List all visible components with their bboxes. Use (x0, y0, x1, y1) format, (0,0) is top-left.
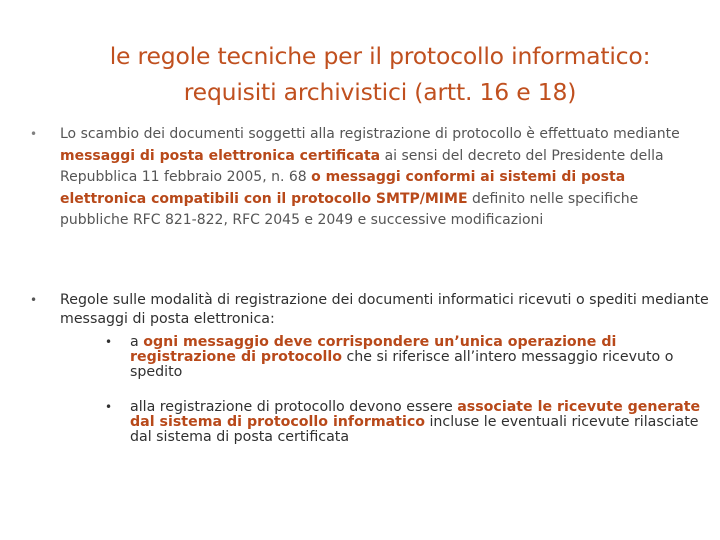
slide-title-line-1: le regole tecniche per il protocollo informatico: (109, 42, 651, 70)
bullet-text (60, 124, 710, 232)
bullet-icon: • (30, 293, 38, 307)
slide-title (40, 38, 720, 110)
bullet-text: Regole sulle modalità di registrazione dei documenti informatici ricevuti o spediti mediante messaggi di posta elettronica: (60, 292, 709, 327)
bullet-icon: • (105, 400, 113, 414)
text-run: ai sensi del decreto del Presidente della Repubblica 11 febbraio 2005, n. 68 (60, 147, 664, 185)
highlight-operazione-unica: ogni messaggio deve corrispondere un’unica operazione di registrazione di protocollo (130, 334, 617, 366)
sub-bullet-item-ricevute (105, 399, 710, 446)
slide-title-line-2: requisiti archivistici (artt. 16 e 18) (183, 78, 577, 106)
text-run: Lo scambio dei documenti soggetti alla registrazione di protocollo è effettuato mediante (60, 126, 680, 142)
sub-bullet-item-operazione-unica (105, 334, 710, 381)
text-run: alla registrazione di protocollo devono essere (130, 399, 458, 415)
text-run: a (130, 334, 144, 350)
highlight-pec: messaggi di posta elettronica certificata (60, 147, 381, 164)
text-run: definito nelle specifiche pubbliche RFC 821-822, RFC 2045 e 2049 e successive modificazioni (60, 190, 639, 228)
highlight-smtp-mime: o messaggi conformi ai sistemi di posta elettronica compatibili con il protocollo SMTP/MIME (60, 169, 626, 207)
highlight-ricevute: associate le ricevute generate dal sistema di protocollo informatico (130, 399, 701, 431)
bullet-icon: • (30, 127, 38, 141)
bullet-icon: • (105, 335, 113, 349)
text-run: che si riferisce all’intero messaggio ricevuto o spedito (130, 349, 674, 381)
text-run: incluse le eventuali ricevute rilasciate dal sistema di posta certificata (130, 414, 699, 446)
